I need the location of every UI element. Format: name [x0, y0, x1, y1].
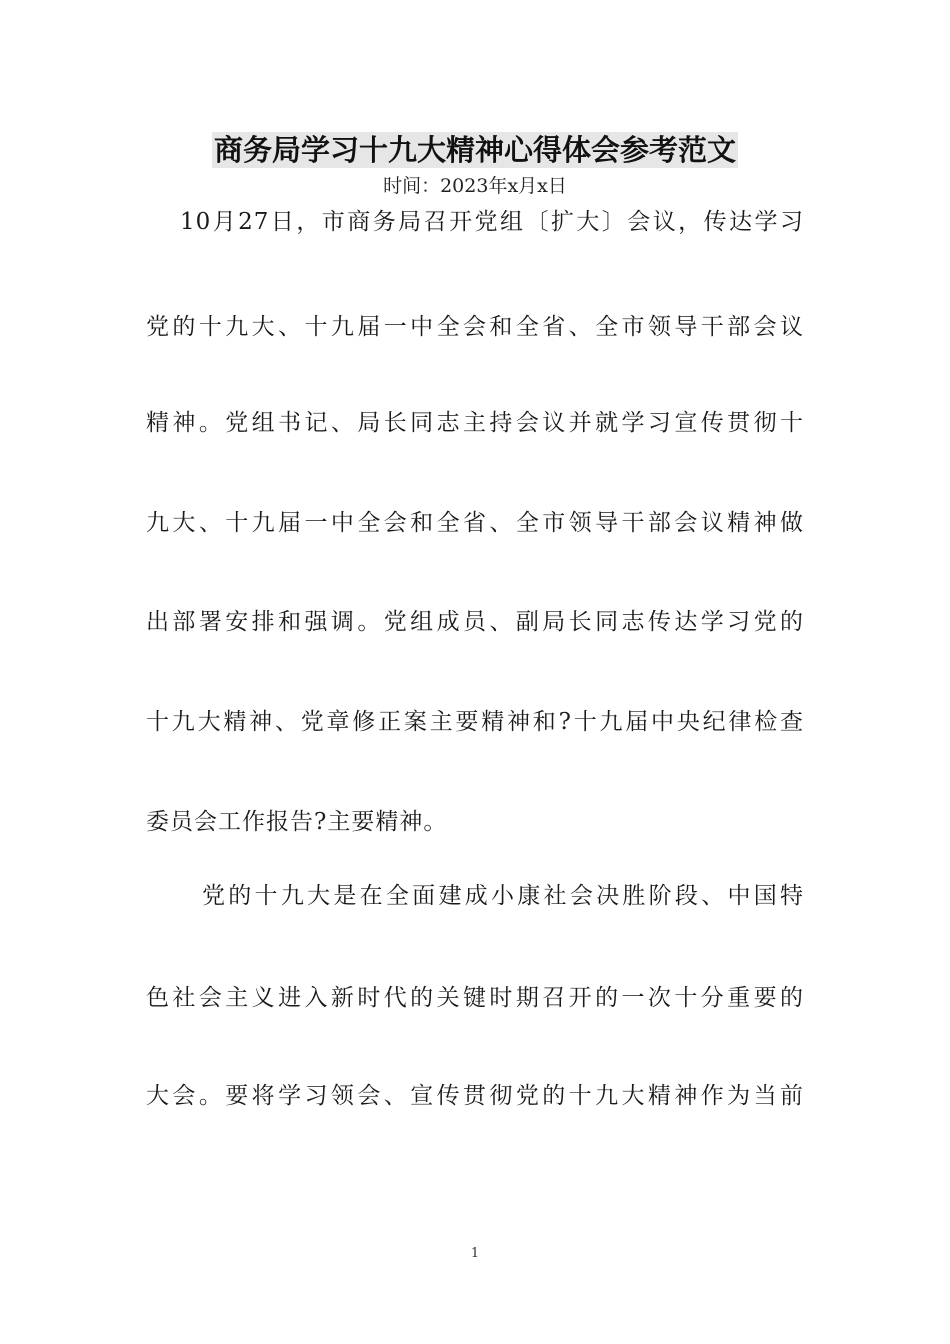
paragraph-line: 色社会主义进入新时代的关键时期召开的一次十分重要的 [146, 985, 804, 1011]
paragraph-line: 委员会工作报告?主要精神。 [146, 809, 448, 835]
document-title-row [0, 132, 950, 168]
paragraph-line: 九大、十九届一中全会和全省、全市领导干部会议精神做 [146, 510, 804, 536]
page-number: 1 [470, 1246, 480, 1261]
paragraph-line: 精神。党组书记、局长同志主持会议并就学习宣传贯彻十 [146, 410, 804, 436]
document-date: 时间：2023年x月x日 [383, 175, 567, 197]
document-title: 商务局学习十九大精神心得体会参考范文 [213, 133, 736, 167]
paragraph-line: 大会。要将学习领会、宣传贯彻党的十九大精神作为当前 [146, 1083, 804, 1109]
paragraph-line: 党的十九大是在全面建成小康社会决胜阶段、中国特 [202, 883, 804, 909]
paragraph-line: 十九大精神、党章修正案主要精神和?十九届中央纪律检查 [146, 709, 804, 735]
paragraph-line: 出部署安排和强调。党组成员、副局长同志传达学习党的 [146, 609, 804, 635]
paragraph-line: 10月27日，市商务局召开党组〔扩大〕会议，传达学习 [180, 209, 804, 235]
paragraph-line: 党的十九大、十九届一中全会和全省、全市领导干部会议 [146, 314, 804, 340]
